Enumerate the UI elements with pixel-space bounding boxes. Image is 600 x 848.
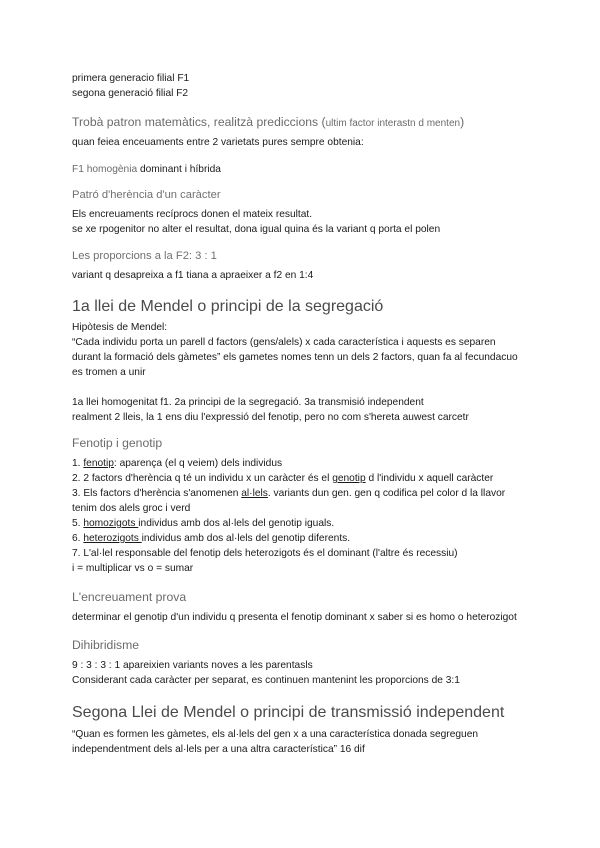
dihybrid-line-2: Considerant cada caràcter per separat, es continuen mantenint les proporcions de 3:1 [72, 675, 460, 686]
phenotype-item-2 [72, 471, 572, 486]
term-heterozigots: heterozigots [83, 533, 142, 544]
phenotype-section [72, 436, 572, 576]
intro-line-2: segona generació filial F2 [72, 88, 189, 99]
first-law-quote-1: “Cada individu porta un parell d factors (gens/alels) x cada característica i aquests es separen [72, 337, 496, 348]
first-law-quote-2: durant la formació dels gàmetes” els gametes nomes tenn un dels 2 factors, quan fa al fecundacuo [72, 352, 518, 363]
patterns-line-1: quan feiea enceuaments entre 2 varietats pures sempre obtenia: [72, 137, 364, 148]
first-law-note-2: realment 2 lleis, la 1 ens diu l'expressió del fenotip, pero no com s'hereta auwest carcetr [72, 412, 469, 423]
item-text: d l'individu x aquell caràcter [365, 473, 494, 484]
term-homozigots: homozigots [83, 518, 139, 529]
item-number: 5. [72, 518, 84, 529]
first-law-note-1: 1a llei homogenitat f1. 2a principi de la segregació. 3a transmisió independent [72, 397, 424, 408]
first-law-quote-3: es tromen a unir [72, 367, 146, 378]
first-law-section [72, 297, 572, 425]
second-law-heading: Segona Llei de Mendel o principi de transmissió independent [72, 704, 505, 721]
phenotype-item-7: 7. L'al·lel responsable del fenotip dels heterozigots és el dominant (l'altre és recessiu) [72, 548, 458, 559]
phenotype-heading: Fenotip i genotip [72, 436, 163, 450]
pattern-heading: Patró d'herència d'un caràcter [72, 189, 221, 201]
dihybrid-heading: Dihibridisme [72, 638, 140, 652]
first-law-heading: 1a llei de Mendel o principi de la segregació [72, 298, 384, 315]
second-law-line-1: “Quan es formen les gàmetes, els al·lels del gen x a una característica donada segreguen [72, 729, 479, 740]
item-text: 3. Els factors d'herència s'anomenen [72, 488, 242, 499]
testcross-line-1: determinar el genotip d'un individu q presenta el fenotip dominant x saber si es homo o heterozigot [72, 612, 517, 623]
patterns-heading-main: Trobà patron matemàtics, realitzà prediccions ( [72, 115, 326, 129]
patterns-heading-close: ) [460, 115, 465, 129]
pattern-section [72, 188, 572, 237]
f1-block [72, 162, 572, 177]
item-text: individus amb dos al·lels del genotip iguals. [138, 518, 335, 529]
phenotype-item-3 [72, 486, 572, 501]
phenotype-item-8: i = multiplicar vs o = sumar [72, 563, 194, 574]
f1-line [72, 162, 572, 177]
dihybrid-section [72, 638, 572, 688]
pattern-line-1: Els encreuaments recíprocs donen el mateix resultat. [72, 209, 313, 220]
phenotype-item-5 [72, 516, 572, 531]
item-number: 6. [72, 533, 84, 544]
item-text: : aparença (el q veiem) dels individus [113, 458, 283, 469]
dihybrid-line-1: 9 : 3 : 3 : 1 apareixien variants noves a les parentasls [72, 660, 313, 671]
f1-label: F1 homogènia [72, 164, 138, 175]
intro-line-1: primera generacio filial F1 [72, 73, 190, 84]
patterns-block [72, 115, 572, 150]
item-text: . variants dun gen. gen q codifica pel color d la llavor [267, 488, 506, 499]
item-number: 1. [72, 458, 84, 469]
proportions-section [72, 249, 572, 283]
item-text: 2. 2 factors d'herència q té un individu x un caràcter és el [72, 473, 333, 484]
proportions-line-1: variant q desapreixa a f1 tiana a apraeixer a f2 en 1:4 [72, 270, 314, 281]
intro-block [72, 71, 572, 101]
proportions-heading: Les proporcions a la F2: 3 : 1 [72, 250, 217, 262]
term-genotip: genotip [332, 473, 366, 484]
f1-text: dominant i híbrida [137, 164, 221, 175]
term-fenotip: fenotip [83, 458, 114, 469]
item-text: individus amb dos al·lels del genotip diferents. [141, 533, 351, 544]
second-law-section [72, 703, 572, 757]
patterns-heading [72, 115, 572, 131]
phenotype-item-1 [72, 456, 572, 471]
patterns-heading-note: ultim factor interastn d menten [325, 118, 461, 129]
testcross-section [72, 590, 572, 625]
phenotype-item-3-cont: tenim dos alels groc i verd [72, 503, 191, 514]
testcross-heading: L'encreuament prova [72, 590, 187, 604]
hypothesis-label: Hipòtesis de Mendel: [72, 322, 168, 333]
second-law-line-2: independentment dels al·lels per a una altra característica” 16 dif [72, 744, 365, 755]
term-alels: al·lels [241, 488, 268, 499]
phenotype-item-6 [72, 531, 572, 546]
pattern-line-2: se xe rpogenitor no alter el resultat, dona igual quina és la variant q porta el polen [72, 224, 441, 235]
